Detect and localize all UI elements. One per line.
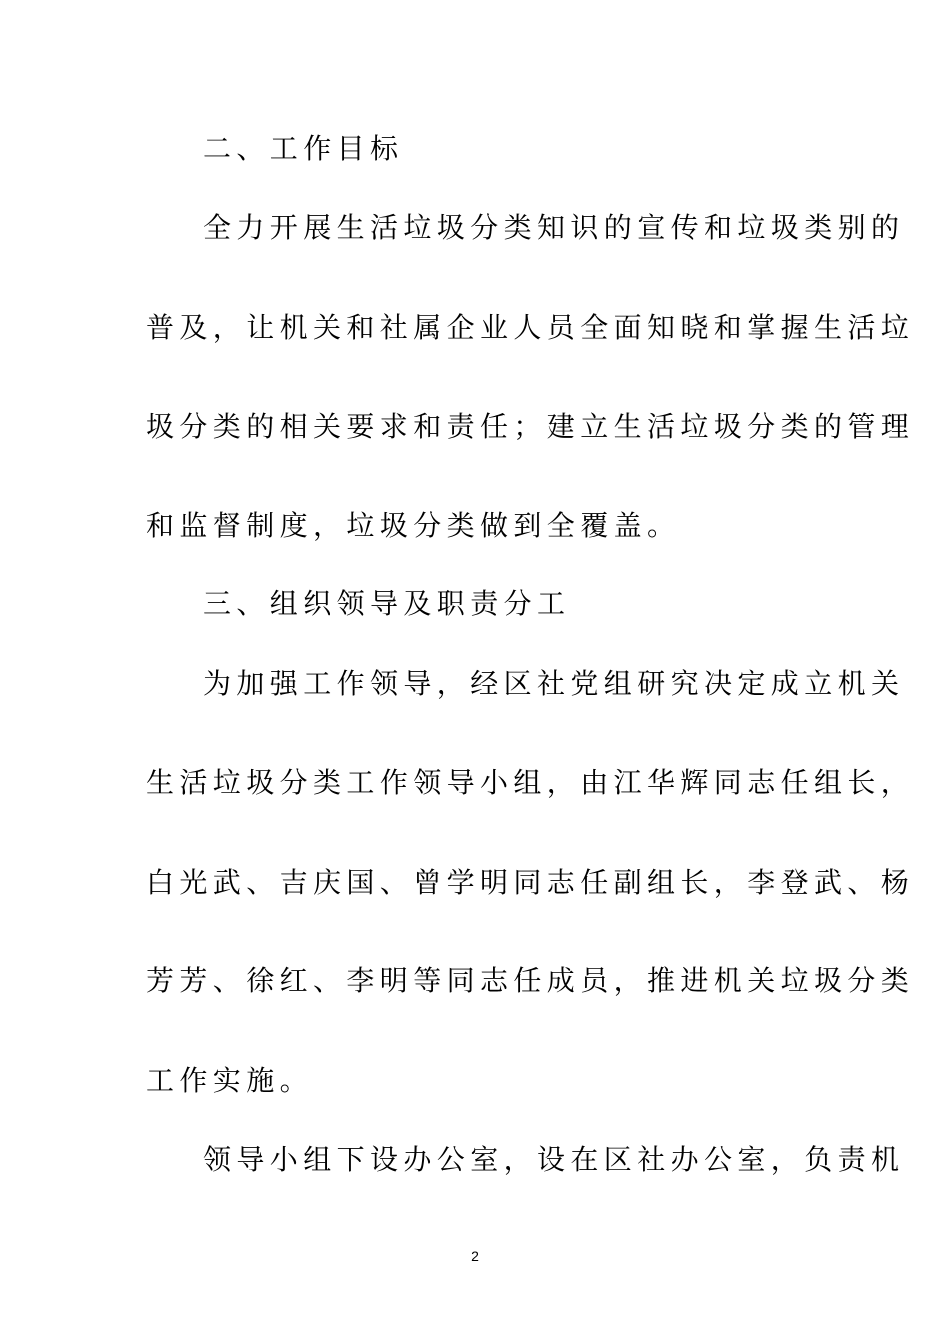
paragraph-line: 工作实施。 <box>146 1064 314 1097</box>
section-heading-organization: 三、组织领导及职责分工 <box>203 587 571 620</box>
paragraph-line: 生活垃圾分类工作领导小组，由江华辉同志任组长， <box>146 766 915 799</box>
page-number: 2 <box>471 1248 479 1264</box>
paragraph-line: 领导小组下设办公室，设在区社办公室，负责机 <box>203 1143 905 1176</box>
paragraph-line: 白光武、吉庆国、曾学明同志任副组长，李登武、杨 <box>146 866 915 899</box>
paragraph-line: 圾分类的相关要求和责任；建立生活垃圾分类的管理 <box>146 410 915 443</box>
paragraph-line: 为加强工作领导，经区社党组研究决定成立机关 <box>203 667 905 700</box>
paragraph-line: 普及，让机关和社属企业人员全面知晓和掌握生活垃 <box>146 311 915 344</box>
section-heading-work-goals: 二、工作目标 <box>203 132 404 165</box>
paragraph-line: 全力开展生活垃圾分类知识的宣传和垃圾类别的 <box>203 211 905 244</box>
paragraph-line: 芳芳、徐红、李明等同志任成员，推进机关垃圾分类 <box>146 964 915 997</box>
paragraph-line: 和监督制度，垃圾分类做到全覆盖。 <box>146 509 681 542</box>
